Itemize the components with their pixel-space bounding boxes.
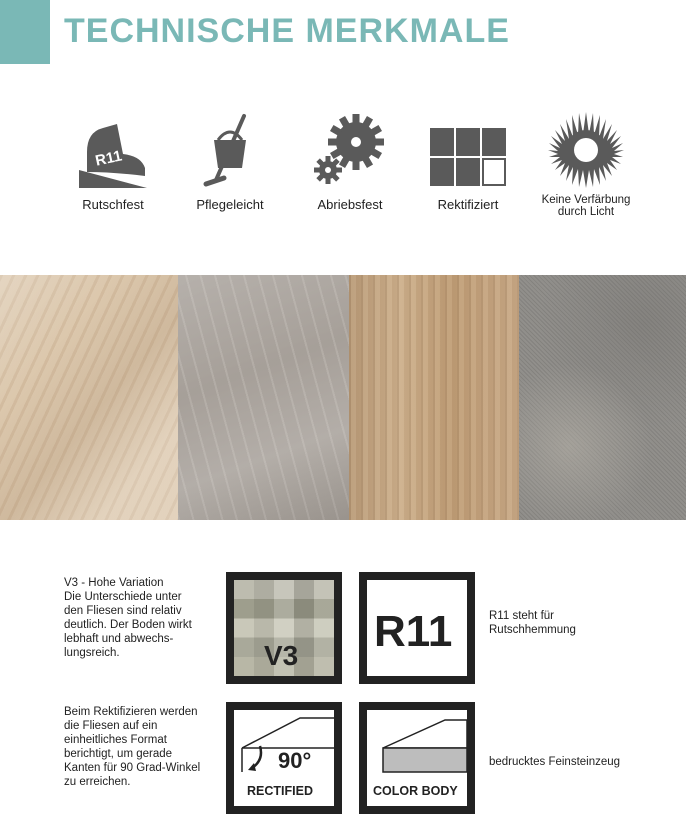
v3-line-5: lebhaft und abwechs- [64,633,174,645]
r11-badge-label: R11 [374,607,453,656]
v3-line-4: deutlich. Der Boden wirkt [64,619,192,631]
v3-line-3: den Fliesen sind relativ [64,605,182,617]
v3-badge-label: V3 [264,640,299,671]
rectified-line-2: die Fliesen auf ein [64,720,158,732]
material-swatches [0,275,686,520]
feature-rutschfest [53,110,173,212]
rectified-angle-label: 90° [278,748,312,773]
rectified-badge-label: RECTIFIED [247,784,313,798]
swatch-grey-slate [178,275,349,520]
feature-label-abriebsfest: Abriebsfest [317,197,383,212]
boot-slope-icon [73,110,153,190]
v3-line-1: V3 - Hohe Variation [64,577,164,589]
v3-description [64,576,214,660]
gears-icon [310,110,390,190]
rectified-line-3: einheitliches Format [64,734,167,746]
colorbody-badge [359,702,475,814]
feature-label-rektifiziert: Rektifiziert [437,197,499,212]
rectified-line-4: berichtigt, um gerade [64,748,173,760]
feature-label-rutschfest: Rutschfest [82,197,144,212]
swatch-wood [349,275,519,520]
rectified-line-6: zu erreichen. [64,776,131,788]
header-accent-block [0,0,50,64]
r11-description [489,609,639,637]
v3-badge [226,572,342,684]
colorbody-description: bedrucktes Feinsteinzeug [489,756,621,768]
r11-line-2: Rutschhemmung [489,624,576,636]
boot-badge-text: R11 [93,147,124,170]
r11-line-1: R11 steht für [489,610,554,622]
rectified-badge [226,702,342,814]
swatch-beige-stone [0,275,178,520]
feature-pflegeleicht [170,110,290,212]
r11-badge-inner [367,580,467,676]
feature-label-keine-verfaerbung [526,194,646,218]
v3-badge-mosaic [234,580,334,676]
feature-abriebsfest [290,110,410,212]
sun-icon [546,110,626,190]
rectified-line-5: Kanten für 90 Grad-Winkel [64,762,201,774]
feature-icons-row [0,110,686,250]
feature-label-line1: Keine Verfärbung [541,194,631,206]
colorbody-badge-label: COLOR BODY [373,784,458,798]
rectified-description [64,705,216,789]
feature-rektifiziert [408,110,528,212]
feature-label-line2: durch Licht [557,206,615,218]
swatch-grey-granite [519,275,686,520]
rectified-badge-inner [234,710,334,806]
colorbody-badge-inner [367,710,467,806]
v3-line-2: Die Unterschiede unter [64,591,182,603]
rectified-line-1: Beim Rektifizieren werden [64,706,198,718]
page-title: TECHNISCHE MERKMALE [64,12,510,50]
feature-label-pflegeleicht: Pflegeleicht [196,197,264,212]
tile-grid-icon [428,110,508,190]
v3-line-6: lungsreich. [64,647,120,659]
r11-badge [359,572,475,684]
bucket-mop-icon [190,110,270,190]
feature-keine-verfaerbung [526,110,646,218]
